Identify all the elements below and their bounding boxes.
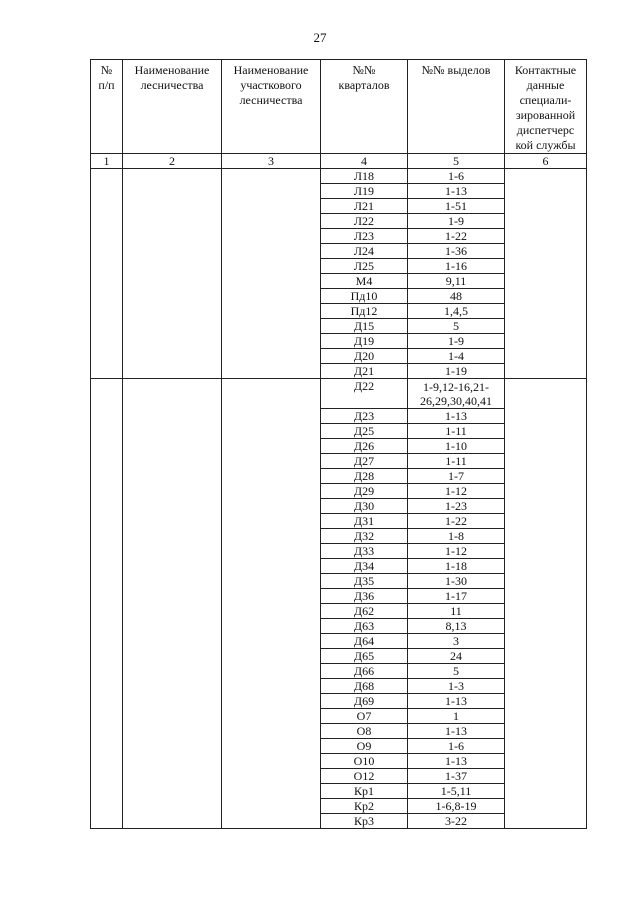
allotment-cell: 1: [408, 709, 505, 724]
allotment-line: 1-9,12-16,21-: [423, 379, 489, 394]
header-line: Наименование: [134, 63, 210, 77]
quarter-cell: Д63: [321, 619, 408, 634]
header-line: данные: [526, 78, 565, 92]
quarter-cell: О9: [321, 739, 408, 754]
quarter-cell: О7: [321, 709, 408, 724]
quarter-cell: Д36: [321, 589, 408, 604]
allotment-cell: 11: [408, 604, 505, 619]
allotment-cell: 24: [408, 649, 505, 664]
quarter-cell: Д29: [321, 484, 408, 499]
header-line: кой службы: [515, 138, 576, 152]
allotment-cell: 1-13: [408, 184, 505, 199]
header-line: №: [100, 63, 113, 77]
quarter-cell: Л19: [321, 184, 408, 199]
quarter-cell: О12: [321, 769, 408, 784]
number-cell: [91, 379, 123, 829]
allotment-cell: [408, 379, 505, 409]
allotment-cell: 1-11: [408, 454, 505, 469]
allotment-cell: 3: [408, 634, 505, 649]
allotment-cell: 1-13: [408, 754, 505, 769]
allotment-cell: 48: [408, 289, 505, 304]
allotment-cell: 1-9: [408, 334, 505, 349]
allotment-line: 26,29,30,40,41: [420, 393, 492, 408]
quarter-cell: Л24: [321, 244, 408, 259]
quarter-cell: Д21: [321, 364, 408, 379]
header-line: Контактные: [514, 63, 577, 77]
header-line: лесничества: [239, 93, 303, 107]
column-number: 5: [408, 154, 505, 169]
quarter-cell: Л23: [321, 229, 408, 244]
column-number: 2: [123, 154, 222, 169]
allotment-cell: 9,11: [408, 274, 505, 289]
district-forestry-cell: [222, 379, 321, 829]
allotment-cell: 1-5,11: [408, 784, 505, 799]
quarter-cell: Д65: [321, 649, 408, 664]
allotment-cell: 1-13: [408, 409, 505, 424]
district-forestry-cell: [222, 169, 321, 379]
quarter-cell: Л18: [321, 169, 408, 184]
quarter-cell: Д15: [321, 319, 408, 334]
quarter-cell: Д33: [321, 544, 408, 559]
table-row: [91, 379, 587, 409]
quarter-cell: Пд12: [321, 304, 408, 319]
quarter-cell: Д66: [321, 664, 408, 679]
table-row: [91, 169, 587, 184]
allotment-cell: 1-6: [408, 739, 505, 754]
allotment-cell: 1-12: [408, 544, 505, 559]
allotment-cell: 3-22: [408, 814, 505, 829]
quarter-cell: Кр2: [321, 799, 408, 814]
quarter-cell: Кр3: [321, 814, 408, 829]
column-number: 4: [321, 154, 408, 169]
header-line: Наименование: [233, 63, 309, 77]
quarter-cell: Кр1: [321, 784, 408, 799]
allotment-cell: 1-36: [408, 244, 505, 259]
allotment-cell: 1-16: [408, 259, 505, 274]
quarter-cell: Д23: [321, 409, 408, 424]
quarter-cell: Д28: [321, 469, 408, 484]
quarter-cell: О10: [321, 754, 408, 769]
quarter-cell: Д30: [321, 499, 408, 514]
quarter-cell: М4: [321, 274, 408, 289]
dispatch-contact-cell: [505, 169, 587, 379]
header-line: специали-: [519, 93, 572, 107]
quarter-cell: Д22: [321, 379, 408, 409]
column-number: 3: [222, 154, 321, 169]
allotment-cell: 1-3: [408, 679, 505, 694]
allotment-cell: 1-12: [408, 484, 505, 499]
dispatch-contact-cell: [505, 379, 587, 829]
allotment-cell: 1-13: [408, 694, 505, 709]
quarter-cell: Д62: [321, 604, 408, 619]
allotment-cell: 1-18: [408, 559, 505, 574]
quarter-cell: Д34: [321, 559, 408, 574]
allotment-cell: 1-23: [408, 499, 505, 514]
forestry-cell: [123, 379, 222, 829]
forestry-cell: [123, 169, 222, 379]
allotment-cell: 8,13: [408, 619, 505, 634]
quarter-cell: Д26: [321, 439, 408, 454]
quarter-cell: Д32: [321, 529, 408, 544]
allotment-cell: 1-17: [408, 589, 505, 604]
quarter-cell: Л22: [321, 214, 408, 229]
allotment-cell: 1-7: [408, 469, 505, 484]
quarter-cell: Д27: [321, 454, 408, 469]
allotment-cell: 1-6,8-19: [408, 799, 505, 814]
allotment-cell: 1-37: [408, 769, 505, 784]
quarter-cell: Д19: [321, 334, 408, 349]
header-line: лесничества: [140, 78, 204, 92]
header-forestry: [123, 60, 222, 154]
allotment-cell: 5: [408, 319, 505, 334]
quarter-cell: Д68: [321, 679, 408, 694]
allotment-cell: 1,4,5: [408, 304, 505, 319]
header-line: диспетчерс: [516, 123, 575, 137]
header-line: №№ выделов: [421, 63, 491, 77]
column-number: 1: [91, 154, 123, 169]
allotment-cell: 1-6: [408, 169, 505, 184]
allotment-cell: 1-30: [408, 574, 505, 589]
quarter-cell: Д25: [321, 424, 408, 439]
table-body: [91, 169, 587, 829]
column-number: 6: [505, 154, 587, 169]
header-allotments: [408, 60, 505, 154]
header-row: [91, 60, 587, 154]
number-cell: [91, 169, 123, 379]
header-line: п/п: [98, 78, 115, 92]
header-line: №№: [352, 63, 376, 77]
quarter-cell: О8: [321, 724, 408, 739]
quarter-cell: Д31: [321, 514, 408, 529]
header-line: кварталов: [338, 78, 390, 92]
allotment-cell: 1-22: [408, 514, 505, 529]
allotment-cell: 1-51: [408, 199, 505, 214]
allotment-cell: 1-10: [408, 439, 505, 454]
allotment-cell: 1-8: [408, 529, 505, 544]
allotment-cell: 1-22: [408, 229, 505, 244]
header-district-forestry: [222, 60, 321, 154]
quarter-cell: Л25: [321, 259, 408, 274]
quarter-cell: Л21: [321, 199, 408, 214]
allotment-cell: 1-11: [408, 424, 505, 439]
allotment-cell: 1-19: [408, 364, 505, 379]
quarter-cell: Д20: [321, 349, 408, 364]
quarter-cell: Пд10: [321, 289, 408, 304]
page-number: 27: [313, 30, 327, 45]
quarters-table: [90, 59, 587, 829]
header-number: [91, 60, 123, 154]
allotment-cell: 1-4: [408, 349, 505, 364]
column-number-row: [91, 154, 587, 169]
quarter-cell: Д64: [321, 634, 408, 649]
header-dispatch-contacts: [505, 60, 587, 154]
quarter-cell: Д69: [321, 694, 408, 709]
allotment-cell: 5: [408, 664, 505, 679]
header-line: участкового: [240, 78, 302, 92]
quarter-cell: Д35: [321, 574, 408, 589]
allotment-cell: 1-13: [408, 724, 505, 739]
header-quarters: [321, 60, 408, 154]
allotment-cell: 1-9: [408, 214, 505, 229]
header-line: зированной: [515, 108, 576, 122]
